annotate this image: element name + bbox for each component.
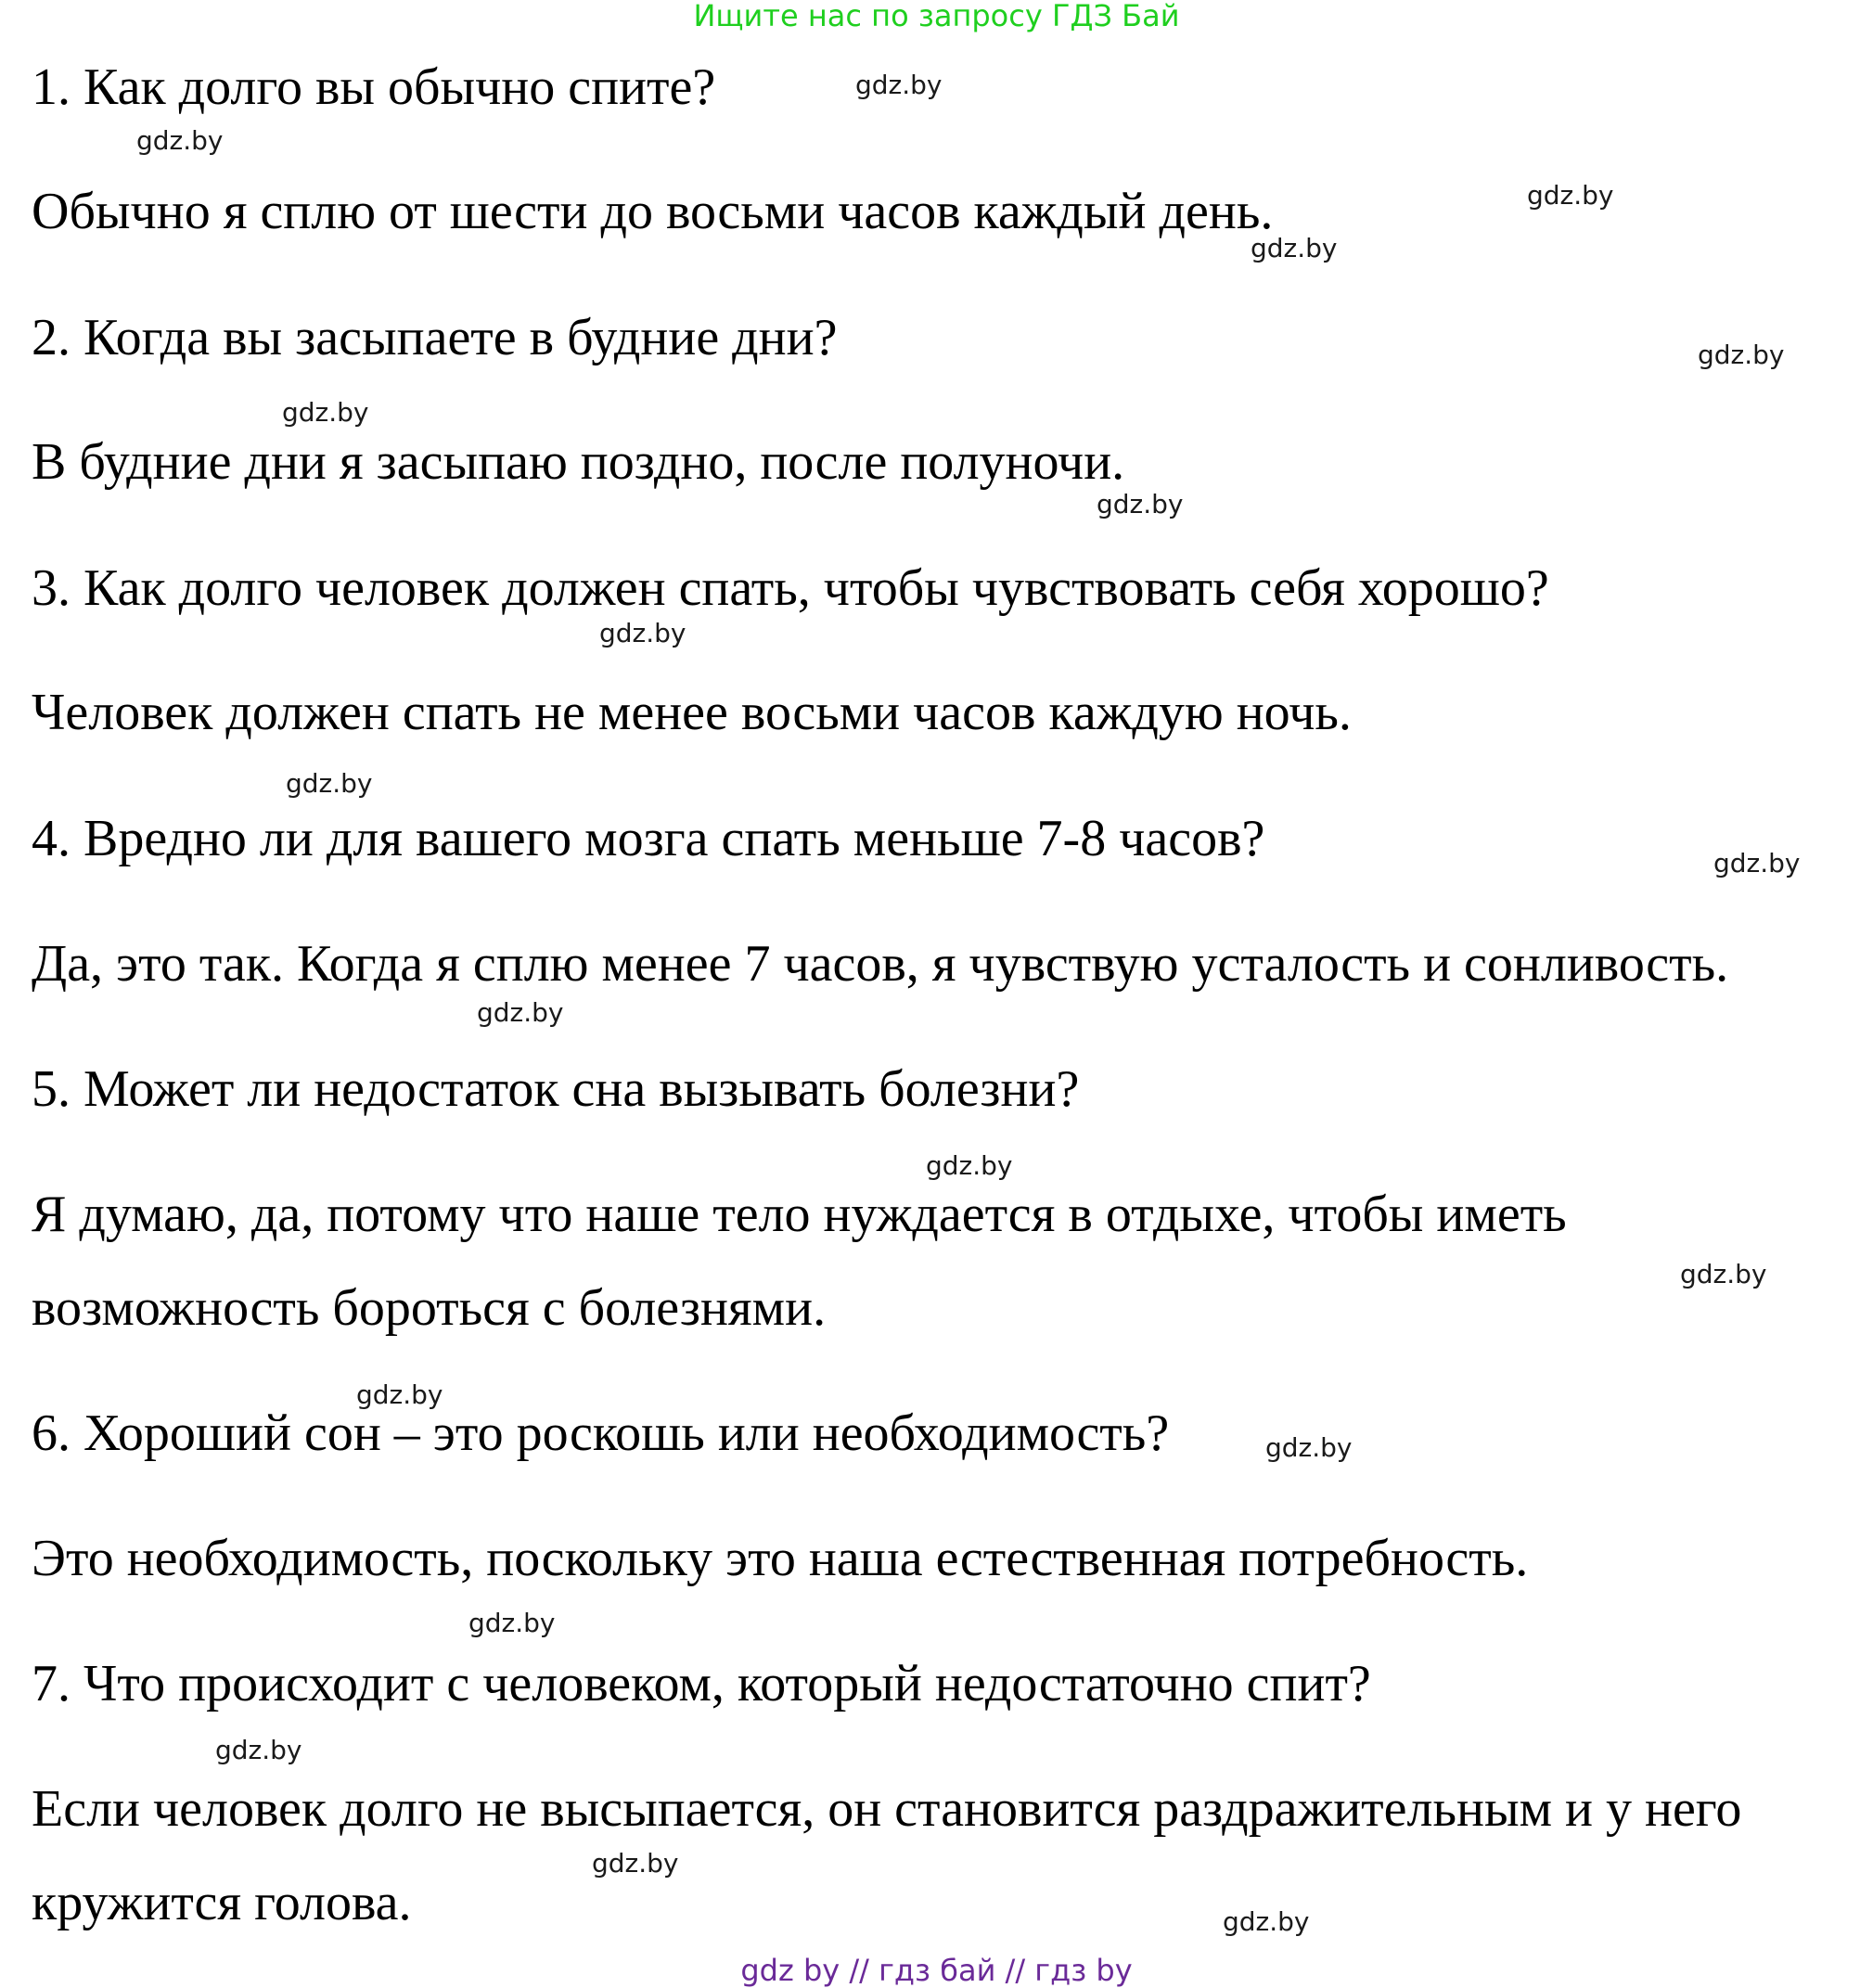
question-5: 5. Может ли недостаток сна вызывать болезни? xyxy=(32,1060,1080,1118)
watermark: gdz.by xyxy=(215,1735,302,1765)
watermark: gdz.by xyxy=(1097,489,1184,519)
question-1: 1. Как долго вы обычно спите? xyxy=(32,58,716,116)
watermark: gdz.by xyxy=(1713,848,1801,879)
answer-1: Обычно я сплю от шести до восьми часов каждый день. xyxy=(32,183,1274,240)
watermark: gdz.by xyxy=(592,1848,679,1879)
watermark: gdz.by xyxy=(1698,340,1785,370)
question-2: 2. Когда вы засыпаете в будние дни? xyxy=(32,309,838,366)
question-4: 4. Вредно ли для вашего мозга спать меньше 7-8 часов? xyxy=(32,810,1265,867)
watermark: gdz.by xyxy=(599,618,686,648)
watermark: gdz.by xyxy=(926,1150,1013,1181)
answer-7-line-2: кружится голова. xyxy=(32,1874,412,1931)
answer-3: Человек должен спать не менее восьми часов каждую ночь. xyxy=(32,684,1352,741)
answer-5-line-1: Я думаю, да, потому что наше тело нуждается в отдыхе, чтобы иметь xyxy=(32,1186,1567,1243)
watermark: gdz.by xyxy=(282,397,369,428)
answer-4: Да, это так. Когда я сплю менее 7 часов, я чувствую усталость и сонливость. xyxy=(32,935,1729,993)
watermark: gdz.by xyxy=(1680,1259,1767,1289)
question-3: 3. Как долго человек должен спать, чтобы чувствовать себя хорошо? xyxy=(32,559,1549,617)
watermark: gdz.by xyxy=(1265,1432,1353,1463)
watermark: gdz.by xyxy=(855,70,943,100)
search-banner: Ищите нас по запросу ГДЗ Бай xyxy=(693,0,1180,33)
answer-2: В будние дни я засыпаю поздно, после полуночи. xyxy=(32,433,1125,491)
answer-6: Это необходимость, поскольку это наша естественная потребность. xyxy=(32,1530,1529,1587)
answer-7-line-1: Если человек долго не высыпается, он становится раздражительным и у него xyxy=(32,1780,1742,1838)
watermark: gdz.by xyxy=(1223,1906,1310,1937)
footer-links: gdz by // гдз бай // гдз by xyxy=(740,1953,1133,1988)
watermark: gdz.by xyxy=(1251,233,1338,263)
answer-5-line-2: возможность бороться с болезнями. xyxy=(32,1279,827,1337)
watermark: gdz.by xyxy=(286,768,373,799)
watermark: gdz.by xyxy=(477,997,564,1028)
watermark: gdz.by xyxy=(468,1608,556,1638)
watermark: gdz.by xyxy=(1527,180,1614,211)
watermark: gdz.by xyxy=(356,1379,443,1410)
watermark: gdz.by xyxy=(136,125,224,156)
question-7: 7. Что происходит с человеком, который недостаточно спит? xyxy=(32,1655,1371,1712)
question-6: 6. Хороший сон – это роскошь или необходимость? xyxy=(32,1404,1170,1462)
